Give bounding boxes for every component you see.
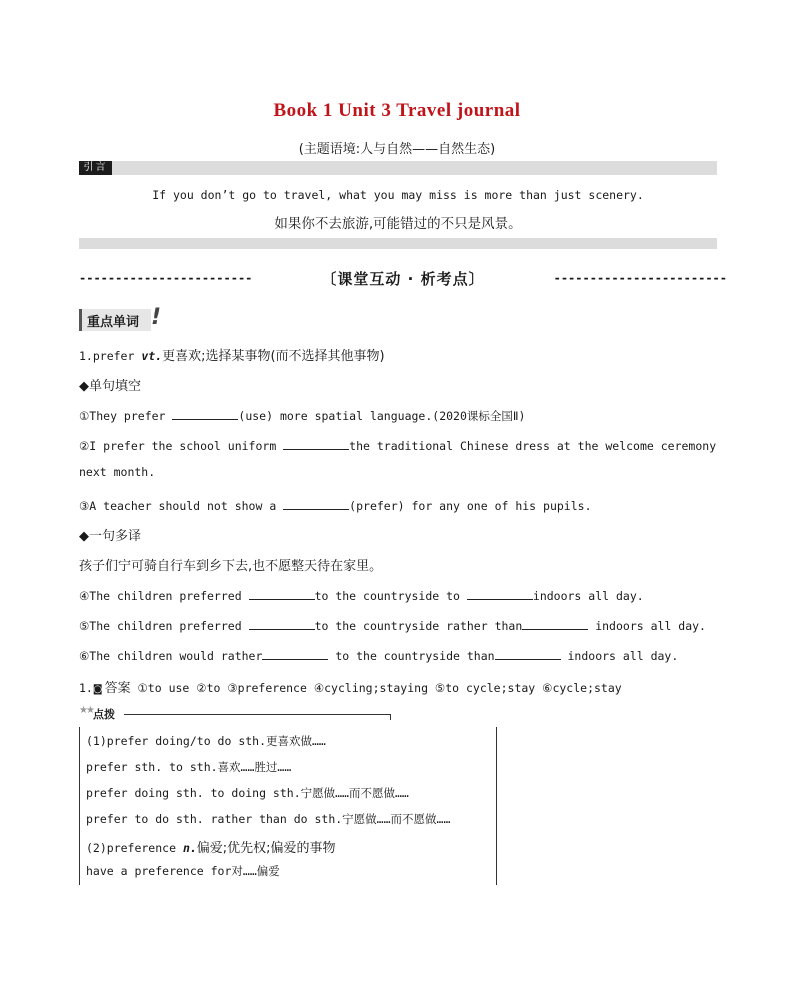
section-title: 〔课堂互动 · 析考点〕	[321, 269, 485, 288]
answer-blank[interactable]	[495, 648, 561, 660]
question-text: ⑤The children preferred	[79, 619, 249, 633]
answer-blank[interactable]	[467, 588, 533, 600]
question-2-continued: next month.	[79, 465, 156, 479]
question-text: indoors all day.	[532, 589, 644, 603]
answer-blank[interactable]	[249, 618, 315, 630]
tip-line: (1)prefer doing/to do sth.更喜欢做……	[86, 734, 326, 748]
tip-line: prefer doing sth. to doing sth.宁愿做……而不愿做……	[86, 786, 409, 800]
fill-in-heading: ◆单句填空	[79, 379, 141, 394]
page-title: Book 1 Unit 3 Travel journal	[273, 100, 521, 121]
answer-icon: ◙	[92, 684, 103, 695]
question-text: ⑥The children would rather	[79, 649, 263, 663]
tip-rule	[124, 714, 391, 715]
key-words-label: 重点单词	[87, 315, 140, 330]
question-4	[79, 585, 644, 604]
question-text: indoors all day.	[588, 619, 706, 633]
tip-box	[79, 727, 497, 885]
tip-line: (2)preference n.偏爱;优先权;偏爱的事物	[86, 841, 336, 856]
translation-heading: ◆一句多译	[79, 529, 141, 544]
question-text: to the countryside to	[314, 589, 467, 603]
intro-quote-box	[79, 161, 717, 249]
question-text: to the countryside than	[328, 649, 495, 663]
stars-icon: ★★	[79, 705, 93, 716]
tip-label: 点拨	[93, 708, 115, 721]
question-text: ④The children preferred	[79, 589, 249, 603]
theme-context: (主题语境:人与自然——自然生态)	[298, 142, 496, 157]
question-text: ②I prefer the school uniform	[79, 439, 284, 453]
answer-blank[interactable]	[172, 408, 238, 420]
tip-rule-end	[390, 714, 391, 720]
answer-line	[79, 677, 622, 696]
question-text: to the countryside rather than	[314, 619, 523, 633]
quote-chinese: 如果你不去旅游,可能错过的不只是风景。	[274, 216, 522, 232]
key-words-tag	[79, 307, 164, 331]
quote-bottom-bar	[79, 238, 717, 249]
question-text: ①They prefer	[79, 409, 173, 423]
answer-blank[interactable]	[262, 648, 328, 660]
divider-dashes-right: ------------------------	[553, 271, 727, 285]
part-of-speech: vt.	[141, 349, 163, 363]
question-text: ③A teacher should not show a	[79, 499, 284, 513]
question-5	[79, 615, 706, 634]
tip-line: have a preference for对……偏爱	[86, 864, 280, 878]
question-text: (prefer) for any one of his pupils.	[349, 499, 592, 513]
tip-line: prefer sth. to sth.喜欢……胜过……	[86, 760, 292, 774]
quote-english: If you don’t go to travel, what you may miss is more than just scenery.	[152, 188, 644, 202]
quote-top-bar	[79, 161, 717, 175]
question-6	[79, 645, 678, 664]
question-3	[79, 495, 592, 514]
answer-blank[interactable]	[249, 588, 315, 600]
answer-number: 1.	[79, 681, 93, 695]
answer-text: ①to use ②to ③preference ④cycling;staying ⑤to cycle;stay ⑥cycle;stay	[130, 681, 622, 695]
item-number-word: 1.prefer	[79, 349, 142, 363]
question-text: the traditional Chinese dress at the welcome ceremony	[349, 439, 717, 453]
answer-label: 答案	[104, 681, 131, 696]
item-heading	[79, 345, 385, 364]
answer-blank[interactable]	[283, 498, 349, 510]
section-divider	[79, 266, 727, 290]
exclamation-icon: !	[151, 305, 162, 330]
question-2	[79, 435, 716, 454]
item-meaning: 更喜欢;选择某事物(而不选择其他事物)	[162, 349, 385, 364]
translation-source: 孩子们宁可骑自行车到乡下去,也不愿整天待在家里。	[79, 559, 383, 574]
divider-dashes-left: ------------------------	[79, 271, 253, 285]
answer-blank[interactable]	[283, 438, 349, 450]
question-1	[79, 405, 525, 424]
answer-blank[interactable]	[522, 618, 588, 630]
tip-header	[79, 705, 391, 721]
intro-tag: 引言	[79, 161, 112, 175]
question-text: indoors all day.	[560, 649, 679, 663]
tip-line: prefer to do sth. rather than do sth.宁愿做……而不愿做……	[86, 812, 451, 826]
question-text: (use) more spatial language.(2020课标全国Ⅱ)	[238, 409, 526, 423]
